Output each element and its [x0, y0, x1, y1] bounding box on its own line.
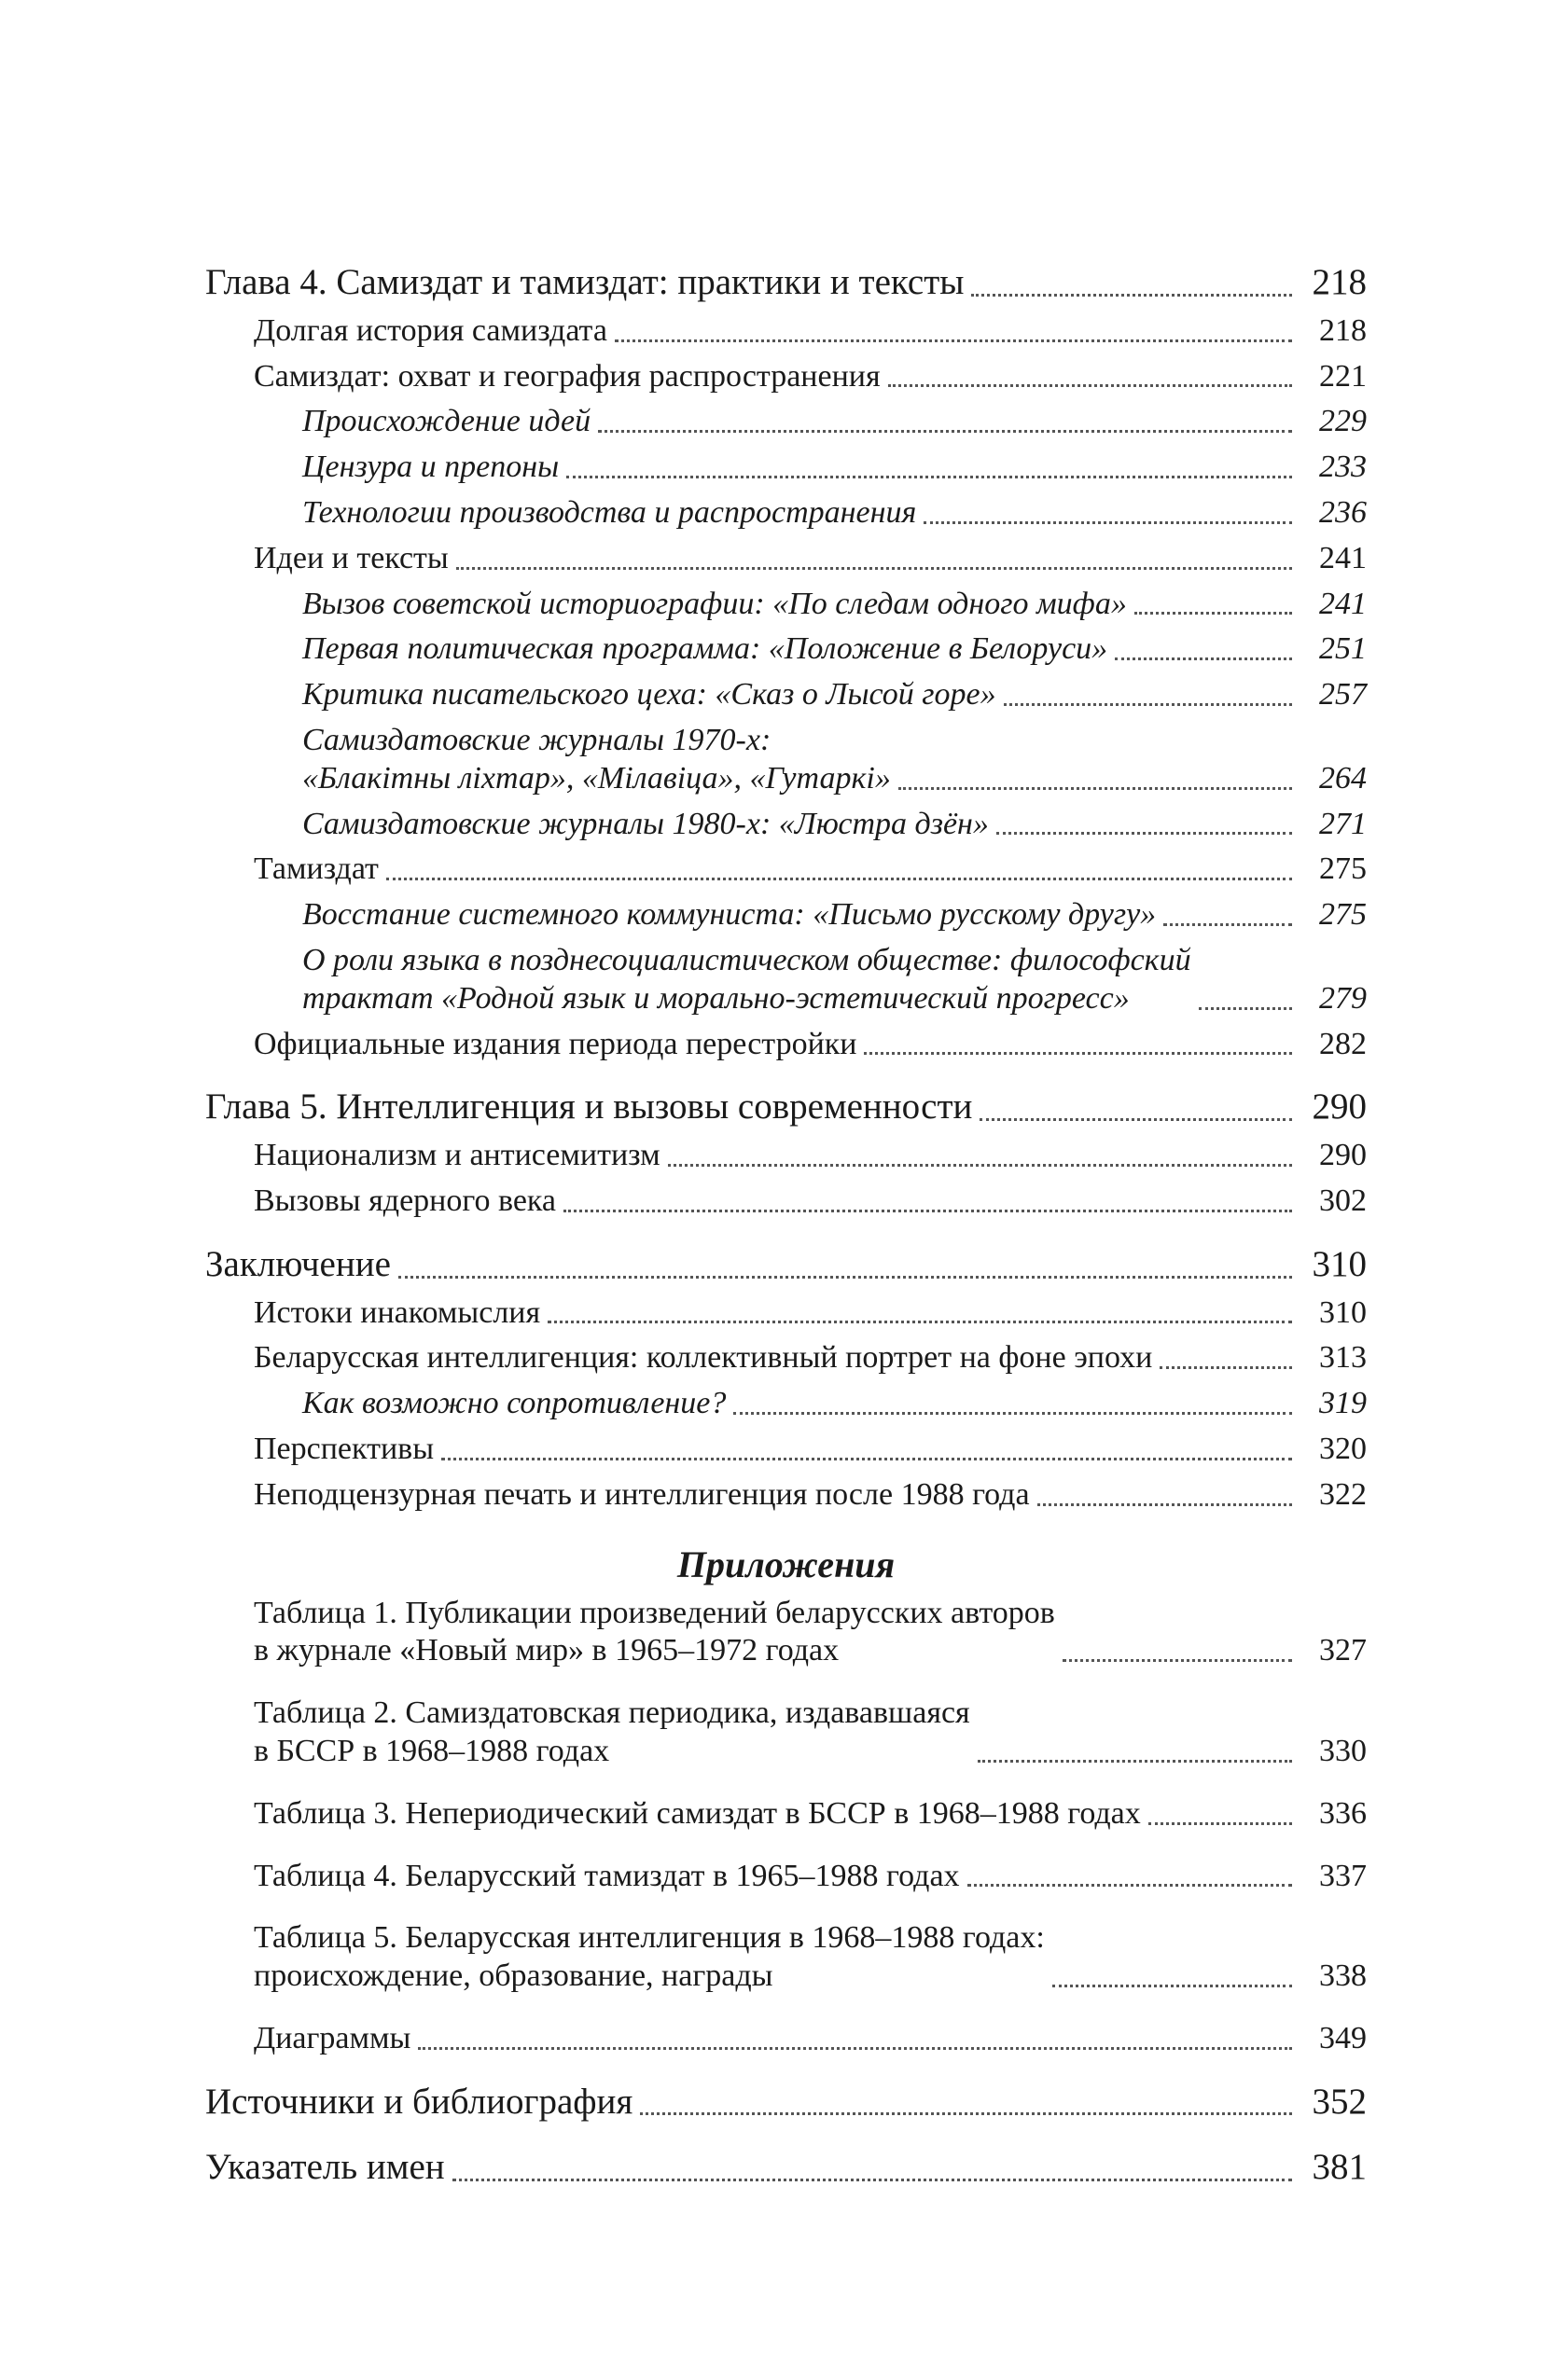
entry-title: Происхождение идей [302, 404, 591, 439]
page-number: 279 [1319, 980, 1367, 1016]
entry-title: Вызов советской историографии: «По следам одного мифа» [302, 586, 1127, 621]
entry-title: Глава 4. Самиздат и тамиздат: практики и тексты [205, 262, 965, 302]
entry-title: Диаграммы [254, 2020, 411, 2055]
dot-leader [1148, 1822, 1292, 1825]
page-number: 257 [1319, 677, 1367, 713]
toc-entry[interactable] [205, 1385, 1367, 1423]
entry-title-line2: происхождение, образование, награды [254, 1958, 773, 1994]
entry-title: Беларусская интеллигенция: коллективный портрет на фоне эпохи [254, 1340, 1153, 1376]
dot-leader [864, 1052, 1292, 1055]
entry-title: Таблица 4. Беларусский тамиздат в 1965–1988 годах [254, 1858, 960, 1893]
entry-title: Идеи и тексты [254, 540, 449, 575]
toc-entry[interactable] [205, 1137, 1367, 1175]
toc-entry[interactable] [205, 312, 1367, 351]
dot-leader [441, 1458, 1292, 1460]
dot-leader [898, 787, 1292, 790]
dot-leader [1063, 1659, 1292, 1662]
toc-entry-appendix[interactable] [205, 1858, 1367, 1896]
toc-entry-chapter-5[interactable] [205, 1086, 1367, 1129]
dot-leader [668, 1164, 1292, 1167]
entry-title: Неподцензурная печать и интеллигенция после 1988 года [254, 1476, 1030, 1512]
toc-entry[interactable] [205, 851, 1367, 889]
toc-entry[interactable] [205, 1294, 1367, 1333]
page-number: 233 [1319, 450, 1367, 485]
page-number: 236 [1319, 494, 1367, 530]
toc-entry[interactable] [205, 896, 1367, 934]
page-number: 352 [1312, 2081, 1367, 2122]
dot-leader [1052, 1985, 1292, 1987]
entry-title-line1: О роли языка в позднесоциалистическом обществе: философский [302, 942, 1191, 977]
toc-entry[interactable] [205, 1026, 1367, 1064]
dot-leader [566, 476, 1292, 478]
page-number: 241 [1319, 586, 1367, 621]
page-number: 349 [1319, 2020, 1367, 2055]
page-number: 241 [1319, 540, 1367, 575]
dot-leader [1134, 612, 1292, 615]
dot-leader [1004, 703, 1292, 706]
toc-entry[interactable] [205, 630, 1367, 669]
page-number: 282 [1319, 1026, 1367, 1061]
entry-title-line2: трактат «Родной язык и морально-эстетический прогресс» [302, 980, 1130, 1016]
page-number: 271 [1319, 806, 1367, 841]
entry-title [302, 722, 891, 798]
entry-title [254, 1595, 1055, 1671]
page-number: 218 [1312, 262, 1367, 302]
entry-title: Заключение [205, 1243, 391, 1284]
dot-leader [563, 1210, 1292, 1212]
entry-title-line1: Таблица 2. Самиздатовская периодика, издававшаяся [254, 1695, 970, 1731]
dot-leader [924, 521, 1292, 524]
entry-title-line2: «Блакітны ліхтар», «Мілавіца», «Гутаркі» [302, 760, 891, 796]
entry-title: Источники и библиография [205, 2081, 633, 2122]
appendix-heading: Приложения [676, 1543, 896, 1585]
dot-leader [598, 430, 1292, 433]
page-number: 221 [1319, 358, 1367, 394]
entry-title: Критика писательского цеха: «Сказ о Лысой горе» [302, 677, 996, 713]
entry-title: Истоки инакомыслия [254, 1294, 541, 1330]
toc-entry[interactable] [205, 449, 1367, 487]
entry-title: Технологии производства и распространения [302, 494, 917, 530]
dot-leader [398, 1276, 1292, 1279]
dot-leader [386, 878, 1292, 880]
entry-title-line2: в журнале «Новый мир» в 1965–1972 годах [254, 1633, 840, 1668]
page-number: 336 [1319, 1795, 1367, 1831]
entry-title-line1: Таблица 1. Публикации произведений беларусских авторов [254, 1595, 1055, 1630]
toc-entry-bibliography[interactable] [205, 2081, 1367, 2124]
entry-title [302, 942, 1191, 1018]
page-number: 218 [1319, 312, 1367, 348]
entry-title: Глава 5. Интеллигенция и вызовы современности [205, 1086, 973, 1128]
entry-title: Самиздат: охват и география распространения [254, 358, 881, 394]
dot-leader [980, 1118, 1292, 1121]
dot-leader [996, 832, 1292, 835]
dot-leader [1199, 1007, 1292, 1010]
page-number: 320 [1319, 1431, 1367, 1466]
dot-leader [418, 2047, 1292, 2050]
dot-leader [1115, 657, 1292, 660]
dot-leader [548, 1321, 1292, 1323]
toc-entry[interactable] [205, 494, 1367, 533]
toc-entry[interactable] [205, 722, 1367, 798]
entry-title: Как возможно сопротивление? [302, 1386, 727, 1421]
toc-entry-index[interactable] [205, 2146, 1367, 2190]
toc-entry[interactable] [205, 806, 1367, 844]
page-number: 310 [1312, 1243, 1367, 1284]
toc-entry-appendix[interactable] [205, 1695, 1367, 1771]
page-number: 290 [1319, 1138, 1367, 1173]
page-number: 229 [1319, 404, 1367, 439]
page-number: 310 [1319, 1294, 1367, 1330]
entry-title: Первая политическая программа: «Положение в Белоруси» [302, 631, 1108, 667]
dot-leader [640, 2112, 1292, 2115]
page-number: 251 [1319, 631, 1367, 667]
dot-leader [452, 2179, 1292, 2181]
toc-entry[interactable] [205, 358, 1367, 396]
entry-title: Долгая история самиздата [254, 312, 607, 348]
page-number: 338 [1319, 1958, 1367, 1994]
dot-leader [1163, 923, 1292, 926]
toc-entry[interactable] [205, 1339, 1367, 1377]
table-of-contents [205, 261, 1367, 2190]
entry-title-line2: в БССР в 1968–1988 годах [254, 1733, 610, 1768]
page-number: 319 [1319, 1386, 1367, 1421]
toc-entry-chapter-4[interactable] [205, 261, 1367, 305]
entry-title: Официальные издания периода перестройки [254, 1026, 857, 1061]
dot-leader [615, 339, 1292, 342]
page-number: 290 [1312, 1086, 1367, 1128]
toc-entry[interactable] [205, 942, 1367, 1018]
page-number: 381 [1312, 2147, 1367, 2188]
toc-entry[interactable] [205, 540, 1367, 578]
dot-leader [733, 1412, 1292, 1415]
dot-leader [978, 1760, 1292, 1763]
entry-title: Восстание системного коммуниста: «Письмо русскому другу» [302, 897, 1157, 933]
dot-leader [1037, 1503, 1292, 1506]
entry-title: Таблица 3. Непериодический самиздат в БССР в 1968–1988 годах [254, 1795, 1141, 1831]
page-number: 275 [1319, 897, 1367, 933]
dot-leader [971, 294, 1292, 297]
toc-entry[interactable] [205, 586, 1367, 624]
page-number: 313 [1319, 1340, 1367, 1376]
toc-entry[interactable] [205, 676, 1367, 714]
entry-title: Тамиздат [254, 851, 379, 887]
entry-title: Вызовы ядерного века [254, 1183, 557, 1218]
page-number: 275 [1319, 851, 1367, 887]
toc-entry-conclusion[interactable] [205, 1243, 1367, 1287]
entry-title: Указатель имен [205, 2147, 445, 2188]
toc-entry-appendix[interactable] [205, 1795, 1367, 1833]
toc-entry[interactable] [205, 403, 1367, 441]
entry-title: Национализм и антисемитизм [254, 1138, 660, 1173]
dot-leader [456, 567, 1292, 570]
page-number: 302 [1319, 1183, 1367, 1218]
dot-leader [967, 1884, 1292, 1887]
entry-title: Самиздатовские журналы 1980-х: «Люстра дзён» [302, 806, 989, 841]
toc-entry[interactable] [205, 1431, 1367, 1469]
entry-title-line1: Самиздатовские журналы 1970-х: [302, 722, 772, 757]
page-number: 327 [1319, 1633, 1367, 1668]
entry-title [254, 1919, 1045, 1996]
entry-title-line1: Таблица 5. Беларусская интеллигенция в 1968–1988 годах: [254, 1920, 1045, 1956]
toc-entry[interactable] [205, 1476, 1367, 1515]
toc-entry-appendix[interactable] [205, 1919, 1367, 1996]
toc-entry-appendix[interactable] [205, 1595, 1367, 1671]
page-number: 330 [1319, 1733, 1367, 1768]
entry-title [254, 1695, 970, 1771]
dot-leader [1160, 1366, 1292, 1369]
page-number: 322 [1319, 1476, 1367, 1512]
toc-entry-appendix[interactable] [205, 2020, 1367, 2058]
page-number: 264 [1319, 760, 1367, 796]
entry-title: Цензура и препоны [302, 450, 560, 485]
toc-entry[interactable] [205, 1183, 1367, 1221]
entry-title: Перспективы [254, 1431, 435, 1466]
page-number: 337 [1319, 1858, 1367, 1893]
dot-leader [888, 384, 1292, 387]
